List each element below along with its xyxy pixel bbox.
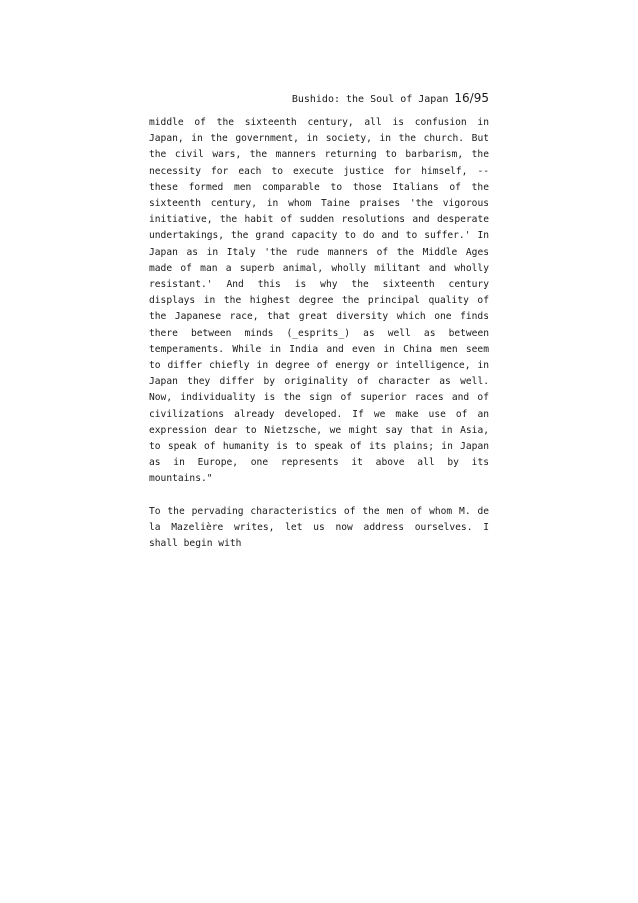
text-line: to differ chiefly in degree of energy or intelligence, in: [149, 360, 489, 372]
page-number: 16/95: [454, 91, 489, 105]
text-line: middle of the sixteenth century, all is confusion in: [149, 117, 489, 128]
text-line: sixteenth century, in whom Taine praises 'the vigorous: [149, 198, 489, 210]
text-line: expression dear to Nietzsche, we might say that in Asia,: [149, 424, 489, 436]
running-title: Bushido: the Soul of Japan: [291, 94, 449, 105]
text-line: la Mazelière writes, let us now address ourselves. I: [149, 521, 489, 533]
text-line: To the pervading characteristics of the men of whom M. de: [149, 505, 489, 517]
text-line: Japan as in Italy 'the rude manners of the Middle Ages: [149, 246, 489, 258]
text-line: as in Europe, one represents it above all by its: [149, 457, 489, 469]
text-line: to speak of humanity is to speak of its plains; in Japan: [149, 441, 489, 453]
text-line: mountains.": [149, 473, 213, 485]
text-line: the civil wars, the manners returning to barbarism, the: [149, 149, 489, 161]
text-line: Now, individuality is the sign of superior races and of: [149, 392, 489, 404]
paragraph: [149, 504, 489, 553]
text-line: initiative, the habit of sudden resolutions and desperate: [149, 214, 489, 226]
text-line: Japan they differ by originality of character as well.: [149, 376, 489, 388]
body-text: [149, 115, 489, 552]
text-line: necessity for each to execute justice for himself, --: [149, 165, 489, 177]
text-line: the Japanese race, that great diversity which one finds: [149, 311, 489, 323]
paragraph: [149, 115, 489, 488]
text-line: resistant.' And this is why the sixteenth century: [149, 279, 489, 291]
text-line: temperaments. While in India and even in China men seem: [149, 343, 489, 355]
text-line: these formed men comparable to those Italians of the: [149, 181, 489, 193]
text-line: shall begin with: [149, 538, 242, 550]
text-line: undertakings, the grand capacity to do and to suffer.' In: [149, 230, 489, 242]
text-line: displays in the highest degree the principal quality of: [149, 295, 489, 307]
text-line: made of man a superb animal, wholly militant and wholly: [149, 262, 489, 274]
text-line: there between minds (_esprits_) as well as between: [149, 327, 489, 339]
text-line: civilizations already developed. If we make use of an: [149, 408, 489, 420]
text-line: Japan, in the government, in society, in the church. But: [149, 133, 489, 145]
running-header: [149, 91, 489, 107]
